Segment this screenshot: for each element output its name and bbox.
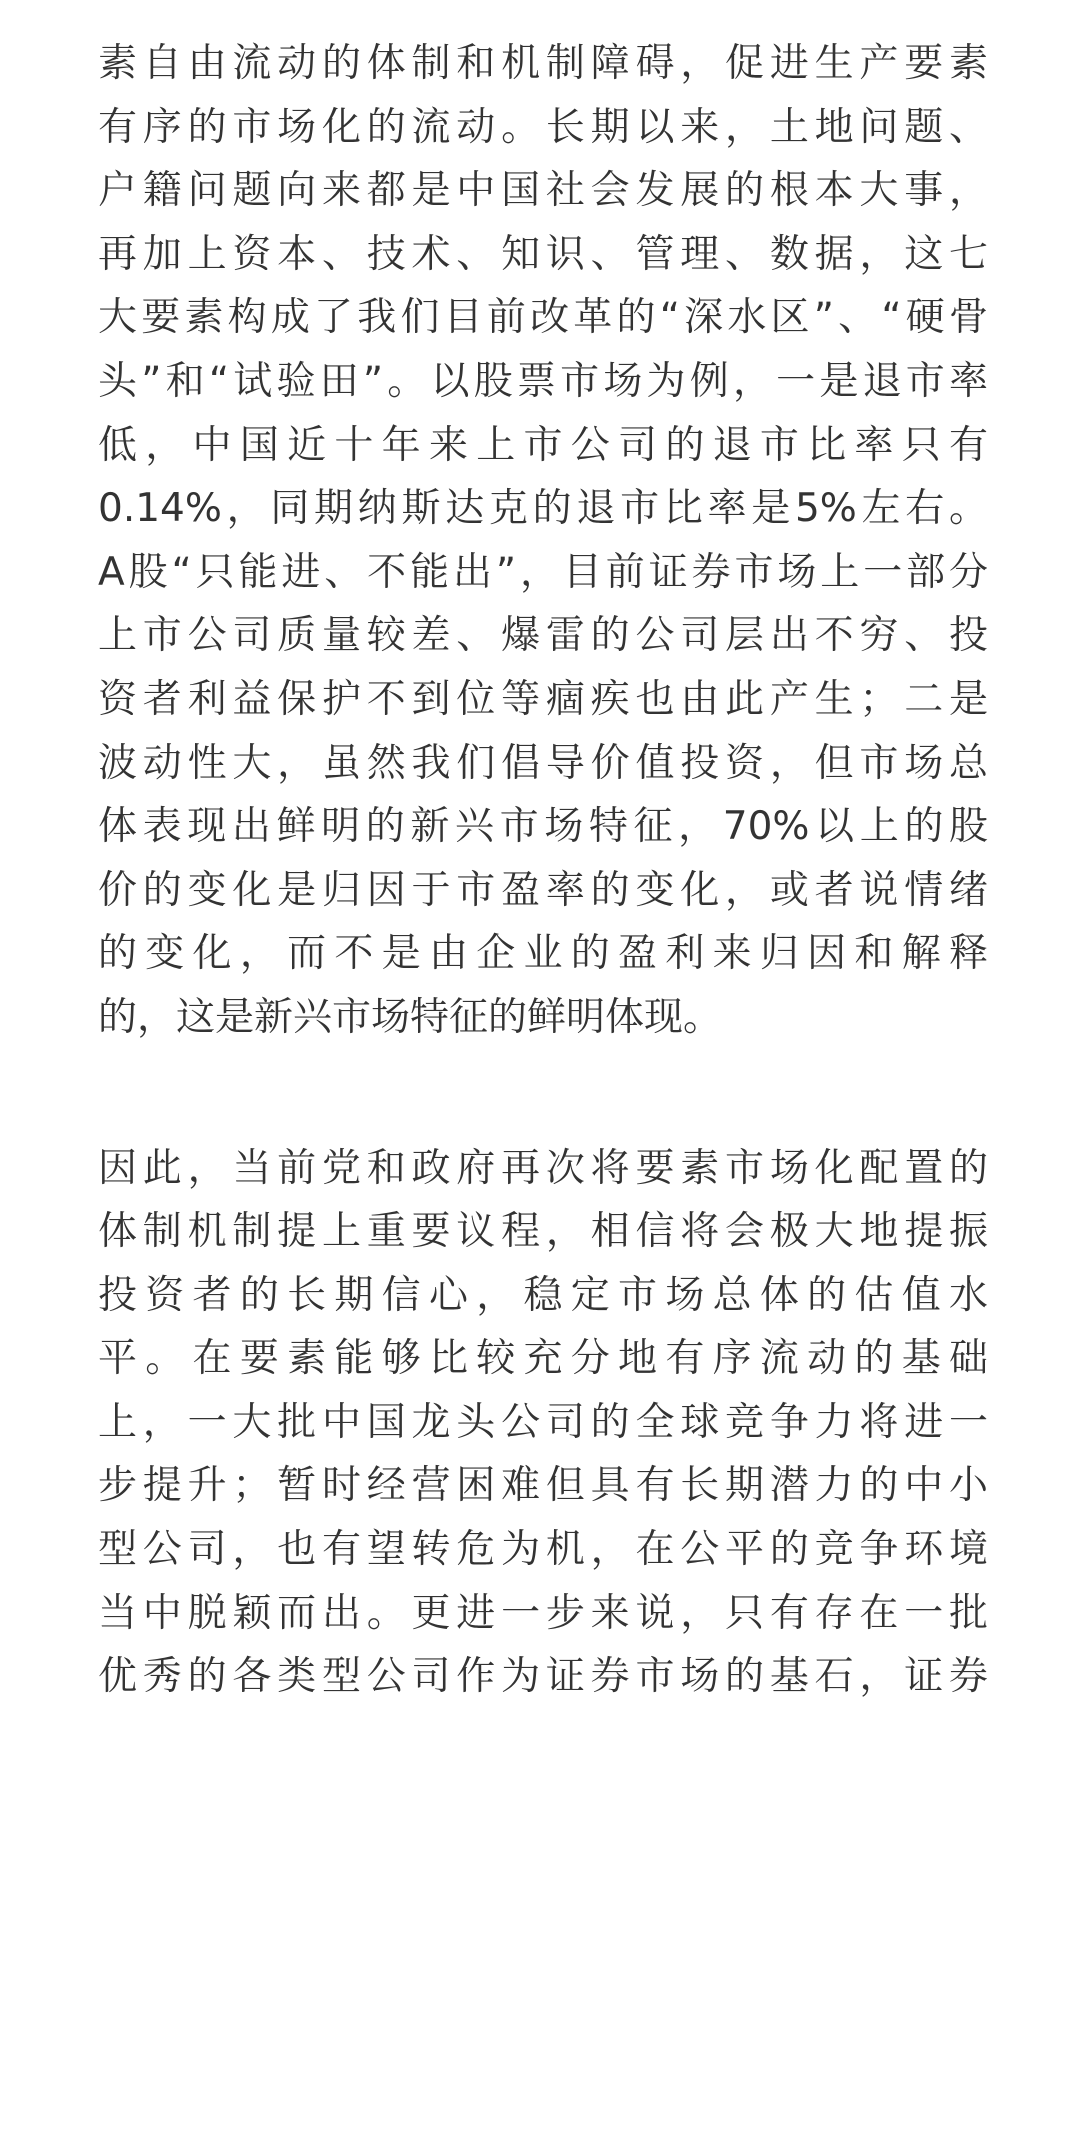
- text-line: 型公司，也有望转危为机，在公平的竞争环境: [98, 1527, 988, 1573]
- article-body: [98, 32, 988, 1709]
- text-line: 价的变化是归因于市盈率的变化，或者说情绪: [98, 867, 988, 913]
- text-line: 上市公司质量较差、爆雷的公司层出不穷、投: [98, 613, 988, 659]
- text-line: 资者利益保护不到位等痼疾也由此产生；二是: [98, 676, 988, 722]
- text-line: 体表现出鲜明的新兴市场特征，70%以上的股: [98, 804, 988, 850]
- text-line: 投资者的长期信心，稳定市场总体的估值水: [98, 1272, 988, 1318]
- text-line: A股“只能进、不能出”，目前证券市场上一部分: [98, 549, 988, 595]
- paragraph-spacer: [98, 1050, 988, 1137]
- text-line: 体制机制提上重要议程，相信将会极大地提振: [98, 1209, 988, 1255]
- text-line: 大要素构成了我们目前改革的“深水区”、“硬骨: [98, 295, 988, 341]
- text-line: 头”和“试验田”。以股票市场为例，一是退市率: [98, 358, 988, 404]
- text-line: 有序的市场化的流动。长期以来，土地问题、: [98, 104, 988, 150]
- text-line: 户籍问题向来都是中国社会发展的根本大事，: [98, 168, 988, 214]
- text-line: 0.14%，同期纳斯达克的退市比率是5%左右。: [98, 486, 988, 532]
- text-line: 上，一大批中国龙头公司的全球竞争力将进一: [98, 1399, 988, 1445]
- text-line: 的变化，而不是由企业的盈利来归因和解释: [98, 931, 988, 977]
- text-line: 波动性大，虽然我们倡导价值投资，但市场总: [98, 740, 988, 786]
- text-line: 因此，当前党和政府再次将要素市场化配置的: [98, 1145, 988, 1191]
- text-line: 步提升；暂时经营困难但具有长期潜力的中小: [98, 1463, 988, 1509]
- text-line: 平。在要素能够比较充分地有序流动的基础: [98, 1336, 988, 1382]
- paragraph-2: [98, 1137, 988, 1709]
- text-line: 优秀的各类型公司作为证券市场的基石，证券: [98, 1654, 988, 1700]
- text-line: 低，中国近十年来上市公司的退市比率只有: [98, 422, 988, 468]
- text-line: 素自由流动的体制和机制障碍，促进生产要素: [98, 41, 988, 86]
- paragraph-1: [98, 32, 988, 1050]
- text-line: 再加上资本、技术、知识、管理、数据，这七: [98, 231, 988, 277]
- text-line: 当中脱颖而出。更进一步来说，只有存在一批: [98, 1590, 988, 1636]
- text-line: 的，这是新兴市场特征的鲜明体现。: [98, 994, 723, 1040]
